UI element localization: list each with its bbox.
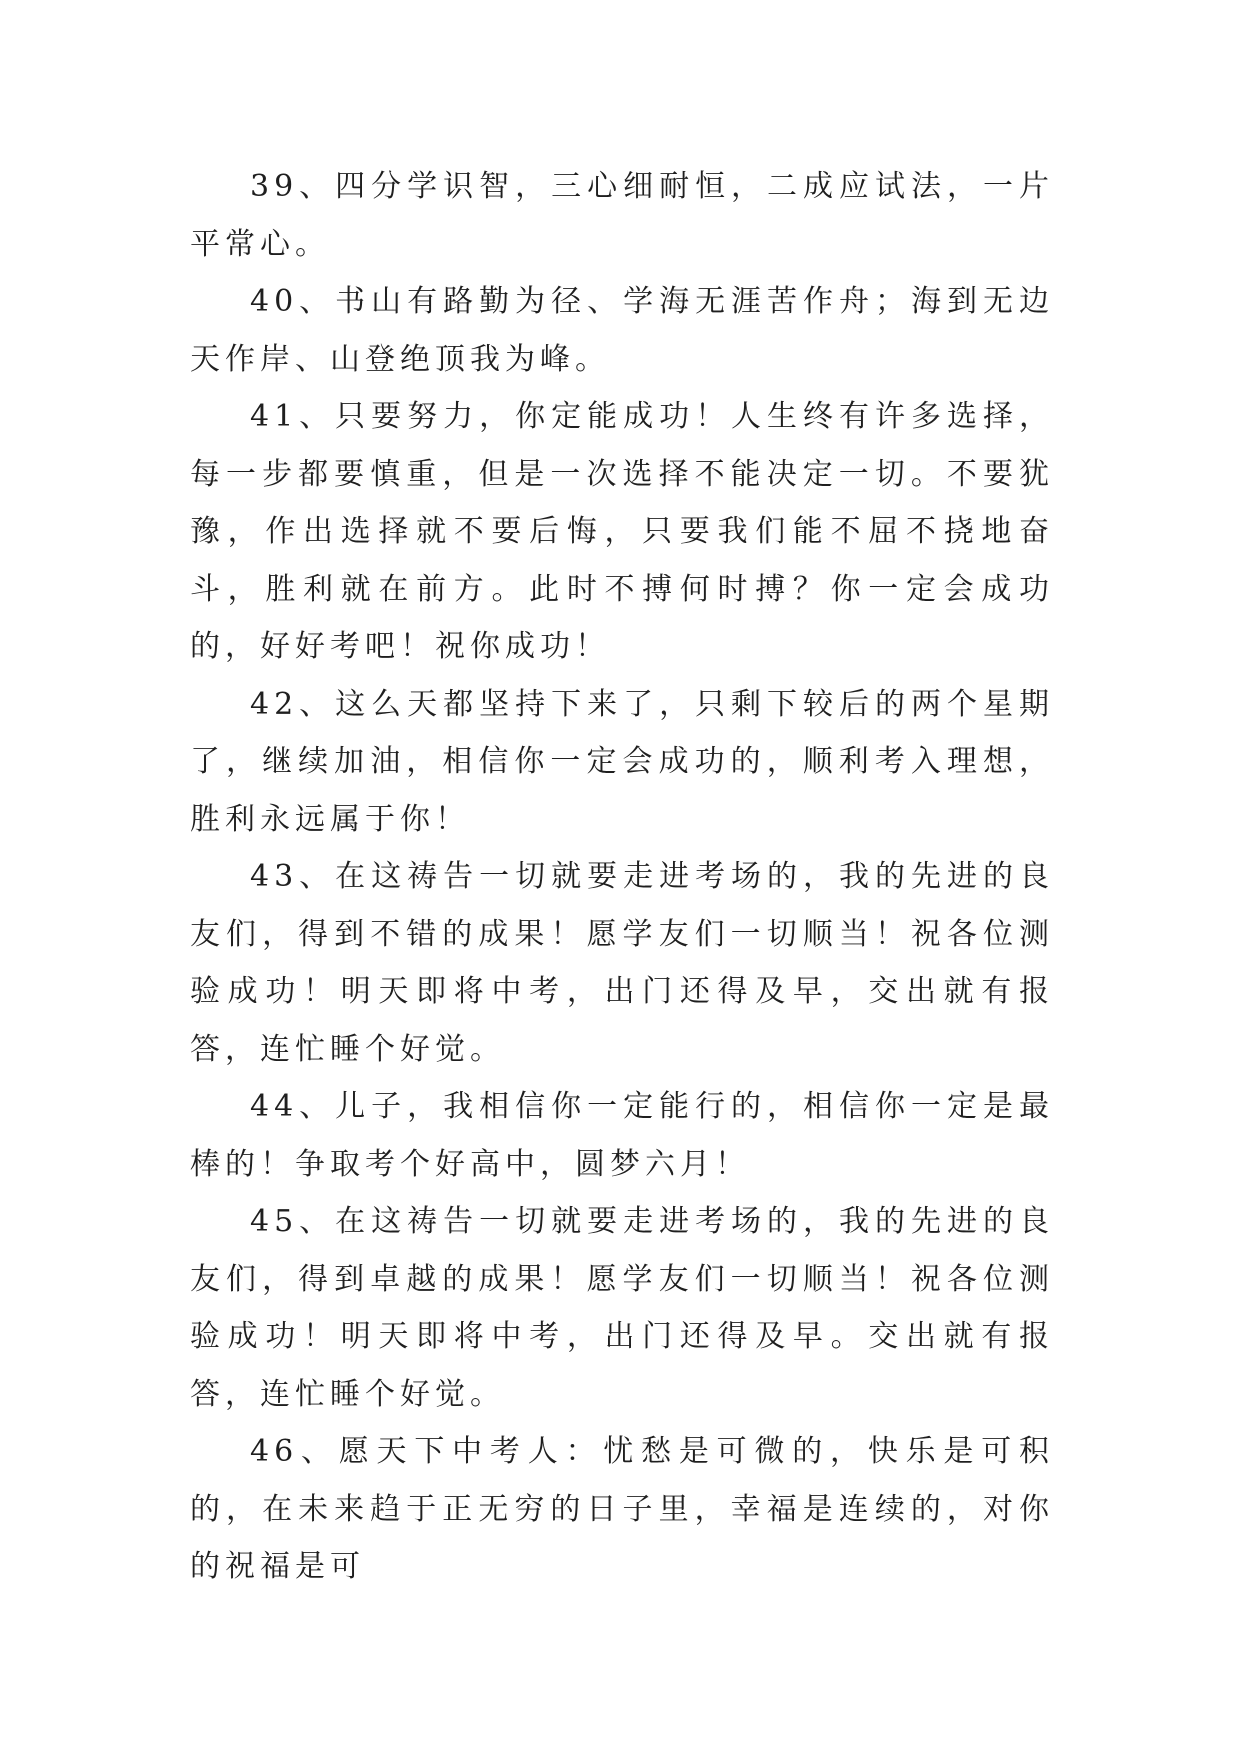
paragraph-42: 42、这么天都坚持下来了，只剩下较后的两个星期了，继续加油，相信你一定会成功的，顺利考入理想，胜利永远属于你！: [190, 686, 1054, 837]
paragraph-40: 40、书山有路勤为径、学海无涯苦作舟；海到无边天作岸、山登绝顶我为峰。: [190, 284, 1054, 377]
paragraph-41: 41、只要努力，你定能成功！人生终有许多选择，每一步都要慎重，但是一次选择不能决定一切。不要犹豫，作出选择就不要后悔，只要我们能不屈不挠地奋斗，胜利就在前方。此时不搏何时搏？你一定会成功的，好好考吧！祝你成功！: [190, 399, 1054, 664]
paragraph-39: 39、四分学识智，三心细耐恒，二成应试法，一片平常心。: [190, 169, 1054, 262]
paragraph-43: 43、在这祷告一切就要走进考场的，我的先进的良友们，得到不错的成果！愿学友们一切顺当！祝各位测验成功！明天即将中考，出门还得及早，交出就有报答，连忙睡个好觉。: [190, 859, 1054, 1067]
paragraph-44: 44、儿子，我相信你一定能行的，相信你一定是最棒的！争取考个好高中，圆梦六月！: [190, 1089, 1054, 1182]
paragraph-46: 46、愿天下中考人：忧愁是可微的，快乐是可积的，在未来趋于正无穷的日子里，幸福是连续的，对你的祝福是可: [190, 1434, 1054, 1584]
document-body: [190, 158, 1054, 1596]
paragraph-45: 45、在这祷告一切就要走进考场的，我的先进的良友们，得到卓越的成果！愿学友们一切顺当！祝各位测验成功！明天即将中考，出门还得及早。交出就有报答，连忙睡个好觉。: [190, 1204, 1054, 1412]
